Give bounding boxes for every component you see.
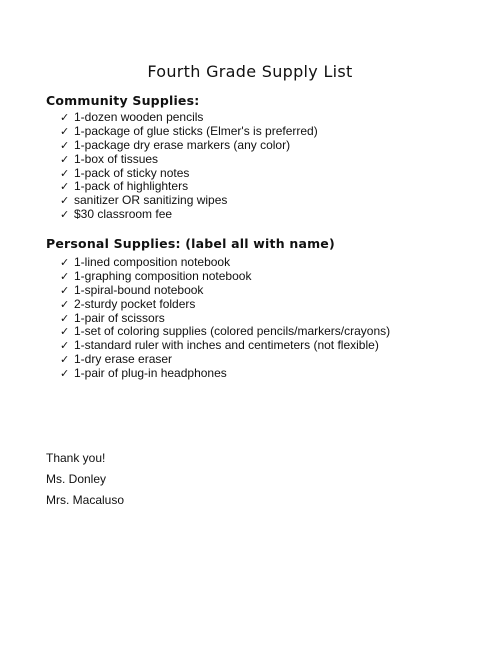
checkmark-icon: ✓ xyxy=(60,269,70,283)
list-item xyxy=(60,284,390,298)
list-item xyxy=(60,256,390,270)
item-text: 1-pack of highlighters xyxy=(74,179,189,194)
item-text: $30 classroom fee xyxy=(74,207,173,222)
personal-supplies-heading: Personal Supplies: (label all with name) xyxy=(46,236,335,251)
item-text: 1-pair of scissors xyxy=(74,310,165,325)
list-item xyxy=(60,325,390,339)
personal-supplies-list xyxy=(60,256,390,381)
list-item xyxy=(60,339,390,353)
item-text: 2-sturdy pocket folders xyxy=(74,296,196,311)
item-text: 1-lined composition notebook xyxy=(74,255,231,269)
checkmark-icon: ✓ xyxy=(60,311,70,325)
item-text: 1-package of glue sticks (Elmer's is preferred) xyxy=(74,123,318,138)
item-text: 1-spiral-bound notebook xyxy=(74,282,204,297)
item-text: 1-dozen wooden pencils xyxy=(74,110,204,124)
checkmark-icon: ✓ xyxy=(60,166,70,180)
list-item xyxy=(60,125,318,139)
checkmark-icon: ✓ xyxy=(60,297,70,311)
item-text: 1-standard ruler with inches and centimeters (not flexible) xyxy=(74,338,379,353)
list-item xyxy=(60,208,318,222)
checkmark-icon: ✓ xyxy=(60,353,70,367)
list-item xyxy=(60,111,318,125)
checkmark-icon: ✓ xyxy=(60,367,70,381)
checkmark-icon: ✓ xyxy=(60,283,70,297)
checkmark-icon: ✓ xyxy=(60,339,70,353)
teacher-name: Ms. Donley xyxy=(46,472,107,486)
page-title: Fourth Grade Supply List xyxy=(147,62,353,81)
checkmark-icon: ✓ xyxy=(60,325,70,339)
checkmark-icon: ✓ xyxy=(60,256,70,269)
item-text: sanitizer OR sanitizing wipes xyxy=(74,193,228,208)
list-item xyxy=(60,312,390,326)
item-text: 1-pair of plug-in headphones xyxy=(74,366,227,381)
list-item xyxy=(60,353,390,367)
teacher-name: Mrs. Macaluso xyxy=(46,493,125,507)
list-item xyxy=(60,139,318,153)
list-item xyxy=(60,167,318,181)
checkmark-icon: ✓ xyxy=(60,208,70,222)
item-text: 1-graphing composition notebook xyxy=(74,268,252,283)
list-item xyxy=(60,153,318,167)
list-item xyxy=(60,180,318,194)
item-text: 1-box of tissues xyxy=(74,151,159,166)
checkmark-icon: ✓ xyxy=(60,194,70,208)
checkmark-icon: ✓ xyxy=(60,124,70,138)
checkmark-icon: ✓ xyxy=(60,111,70,124)
list-item xyxy=(60,194,318,208)
community-supplies-list xyxy=(60,111,318,222)
thank-you-note: Thank you! xyxy=(46,451,106,465)
item-text: 1-package dry erase markers (any color) xyxy=(74,137,291,152)
list-item xyxy=(60,298,390,312)
list-item xyxy=(60,270,390,284)
checkmark-icon: ✓ xyxy=(60,152,70,166)
item-text: 1-set of coloring supplies (colored pencils/markers/crayons) xyxy=(74,324,391,339)
checkmark-icon: ✓ xyxy=(60,180,70,194)
list-item xyxy=(60,367,390,381)
item-text: 1-dry erase eraser xyxy=(74,352,173,367)
item-text: 1-pack of sticky notes xyxy=(74,165,190,180)
checkmark-icon: ✓ xyxy=(60,138,70,152)
community-supplies-heading: Community Supplies: xyxy=(46,93,200,108)
